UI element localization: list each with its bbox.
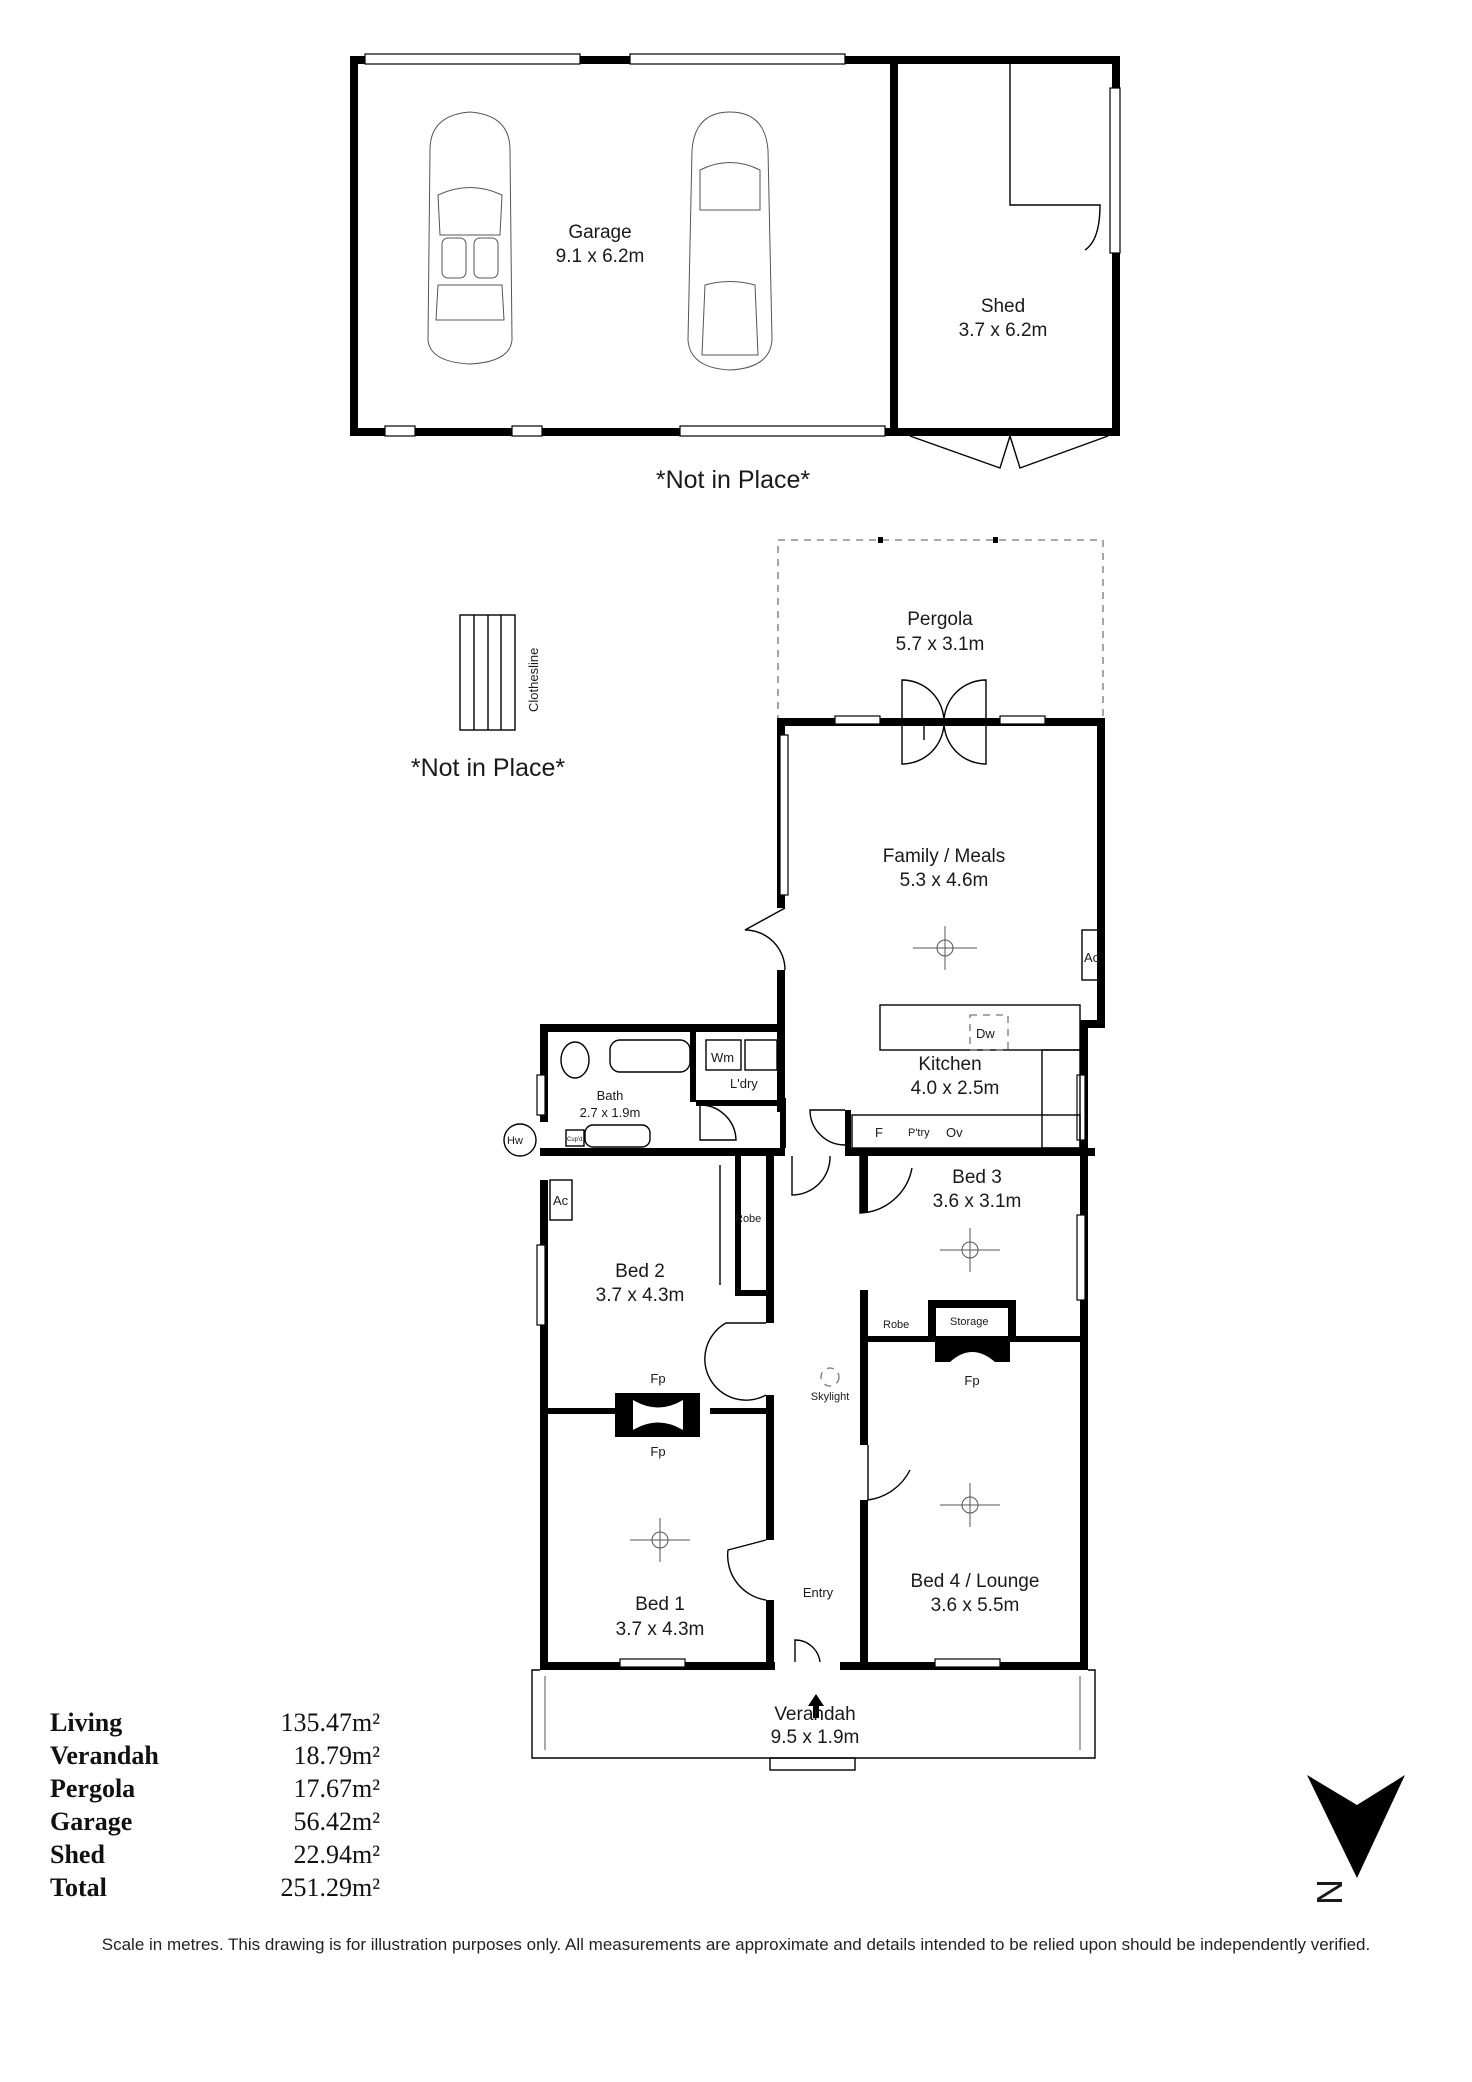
kitchen-label: Kitchen — [918, 1054, 982, 1075]
bed3-label: Bed 3 — [952, 1167, 1002, 1188]
shed-structure — [910, 64, 1108, 468]
area-row — [50, 1772, 380, 1805]
clothesline-icon — [460, 615, 515, 730]
bed4-fireplace-label: Fp — [964, 1373, 980, 1388]
bed2-label: Bed 2 — [615, 1261, 665, 1282]
shed-dims: 3.7 x 6.2m — [958, 320, 1048, 341]
storage-label: Storage — [950, 1316, 989, 1328]
area-row — [50, 1739, 380, 1772]
area-value: 22.94m² — [293, 1839, 380, 1869]
garage-not-in-place-note: *Not in Place* — [655, 466, 811, 494]
kitchen-dims: 4.0 x 2.5m — [910, 1078, 1000, 1099]
fridge-label: F — [875, 1125, 883, 1140]
north-label: N — [1309, 1879, 1350, 1905]
area-value: 56.42m² — [293, 1806, 380, 1836]
bed2-ac-label: Ac — [553, 1193, 569, 1208]
bed4-dims: 3.6 x 5.5m — [930, 1595, 1020, 1616]
bed2-robe-label: Robe — [735, 1213, 762, 1225]
skylight-label: Skylight — [810, 1391, 850, 1403]
ceiling-fan-icon — [940, 1228, 1000, 1272]
north-arrow-icon — [1307, 1775, 1405, 1878]
pantry-label: P'try — [908, 1127, 930, 1139]
disclaimer: Scale in metres. This drawing is for illustration purposes only. All measurements are approximate and details intended to be relied upon should be independently verified. — [101, 1935, 1371, 1954]
bed1-label: Bed 1 — [635, 1594, 685, 1615]
area-row — [50, 1706, 380, 1739]
ceiling-fan-icon — [630, 1518, 690, 1562]
family-label: Family / Meals — [882, 846, 1006, 867]
bath-label: Bath — [596, 1088, 624, 1103]
area-row — [50, 1838, 380, 1871]
bed1-fireplace-label: Fp — [650, 1444, 666, 1459]
fireplace-icon — [615, 1393, 700, 1437]
pergola-dims: 5.7 x 3.1m — [895, 634, 985, 655]
bed3-robe-label: Robe — [883, 1319, 910, 1331]
area-label: Shed — [50, 1839, 105, 1869]
family-dims: 5.3 x 4.6m — [899, 870, 989, 891]
car-icon — [428, 112, 512, 364]
fireplace-icon — [935, 1340, 1010, 1362]
family-ac-label: Ac — [1084, 950, 1100, 965]
hot-water-label: Hw — [507, 1135, 523, 1147]
dishwasher-label: Dw — [976, 1026, 995, 1041]
verandah-label: Verandah — [774, 1704, 856, 1725]
washing-machine-label: Wm — [711, 1050, 735, 1065]
bed1-dims: 3.7 x 4.3m — [615, 1619, 705, 1640]
garage-label: Garage — [568, 222, 632, 243]
area-value: 18.79m² — [293, 1740, 380, 1770]
bed4-label: Bed 4 / Lounge — [910, 1571, 1040, 1592]
cupboard-label: Cup'd — [567, 1137, 583, 1143]
car-icon — [688, 112, 772, 370]
area-value: 17.67m² — [293, 1773, 380, 1803]
area-summary — [50, 1706, 380, 1904]
bed3-dims: 3.6 x 3.1m — [932, 1191, 1022, 1212]
kitchen-bench — [852, 1005, 1080, 1148]
area-value: 135.47m² — [280, 1707, 380, 1737]
laundry-label: L'dry — [730, 1076, 758, 1091]
area-label: Verandah — [50, 1740, 159, 1770]
verandah-dims: 9.5 x 1.9m — [770, 1727, 860, 1748]
area-value: 251.29m² — [280, 1872, 380, 1902]
ceiling-fan-icon — [913, 926, 977, 970]
pergola-label: Pergola — [907, 609, 973, 630]
shed-label: Shed — [980, 296, 1026, 317]
clothesline-not-in-place-note: *Not in Place* — [410, 754, 566, 782]
area-label: Living — [50, 1707, 123, 1737]
bed2-fireplace-label: Fp — [650, 1371, 666, 1386]
oven-label: Ov — [946, 1125, 963, 1140]
area-label: Total — [50, 1872, 107, 1902]
entry-label: Entry — [802, 1585, 834, 1600]
ceiling-fan-icon — [940, 1483, 1000, 1527]
area-label: Garage — [50, 1806, 133, 1836]
area-label: Pergola — [50, 1773, 136, 1803]
bed2-dims: 3.7 x 4.3m — [595, 1285, 685, 1306]
garage-dims: 9.1 x 6.2m — [555, 246, 645, 267]
skylight-icon — [821, 1368, 839, 1386]
bath-dims: 2.7 x 1.9m — [579, 1105, 641, 1120]
clothesline-label: Clothesline — [526, 647, 541, 712]
area-row — [50, 1805, 380, 1838]
area-row — [50, 1871, 380, 1904]
